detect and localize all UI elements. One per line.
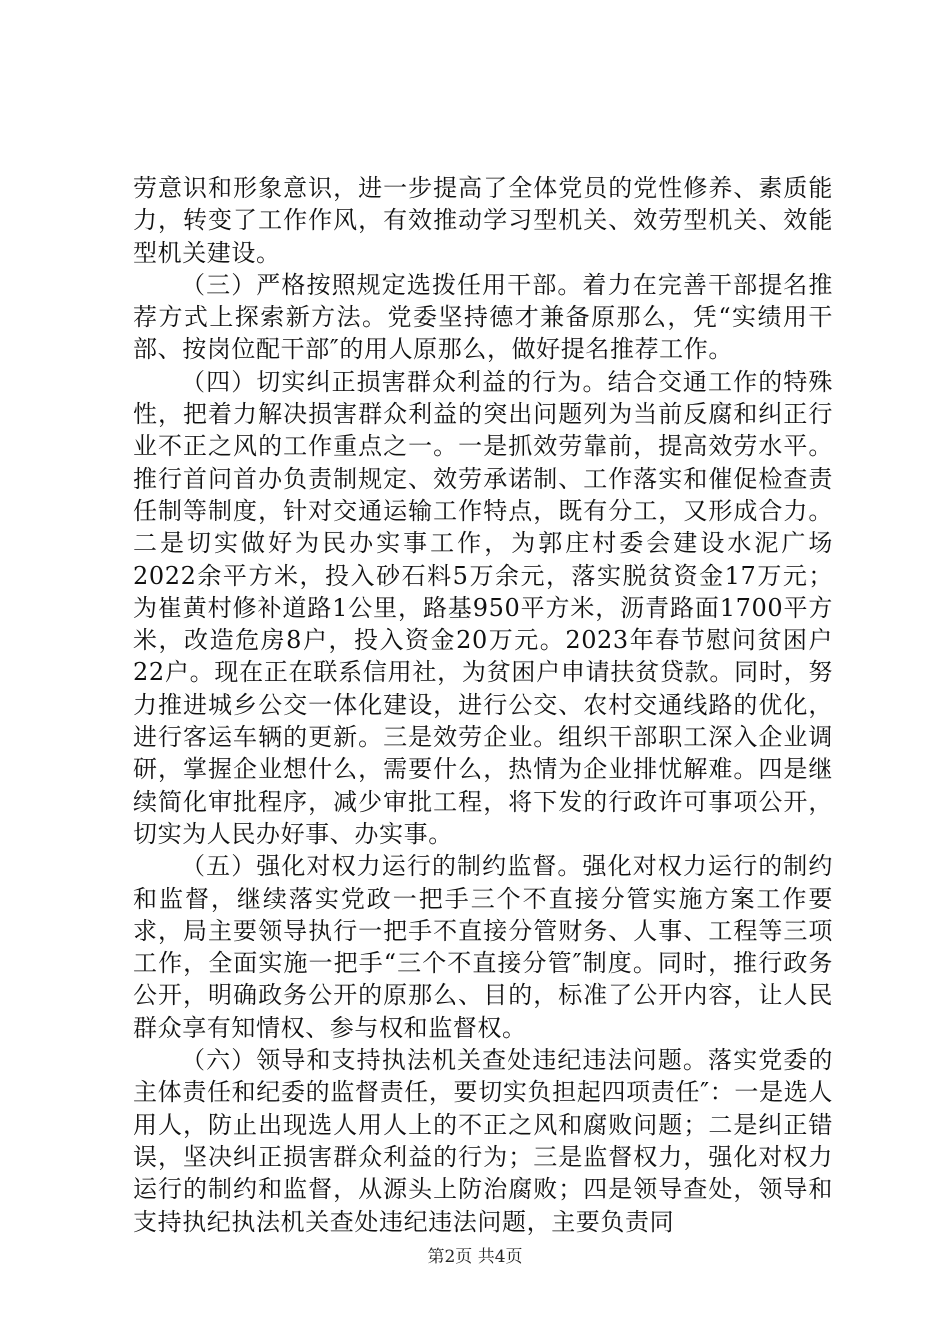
paragraph-continuation: 劳意识和形象意识，进一步提高了全体党员的党性修养、素质能力，转变了工作作风，有效推动学习型机关、效劳型机关、效能型机关建设。 (133, 174, 833, 267)
paragraph-section-5: （五）强化对权力运行的制约监督。强化对权力运行的制约和监督，继续落实党政一把手三个不直接分管实施方案工作要求，局主要领导执行一把手不直接分管财务、人事、工程等三项工作，全面实施一把手“三个不直接分管″制度。同时，推行政务公开，明确政务公开的原那么、目的，标准了公开内容，让人民群众享有知情权、参与权和监督权。 (133, 852, 833, 1042)
paragraph-section-3: （三）严格按照规定选拨任用干部。着力在完善干部提名推荐方式上探索新方法。党委坚持德才兼备原那么，凭“实绩用干部、按岗位配干部″的用人原那么，做好提名推荐工作。 (133, 270, 833, 364)
page-number-label: 第2页 共4页 (427, 1247, 523, 1267)
paragraph-section-6: （六）领导和支持执法机关查处违纪违法问题。落实党委的主体责任和纪委的监督责任，要切实负担起四项责任″：一是选人用人，防止出现选人用人上的不正之风和腐败问题；二是纠正错误，坚决纠正损害群众利益的行为；三是监督权力，强化对权力运行的制约和监督，从源头上防治腐败；四是领导查处，领导和支持执纪执法机关查处违纪违法问题，主要负责同 (133, 1046, 833, 1236)
document-body (133, 172, 833, 1238)
paragraph-section-4: （四）切实纠正损害群众利益的行为。结合交通工作的特殊性，把着力解决损害群众利益的突出问题列为当前反腐和纠正行业不正之风的工作重点之一。一是抓效劳靠前，提高效劳水平。推行首问首办负责制规定、效劳承诺制、工作落实和催促检查责任制等制度，针对交通运输工作特点，既有分工，又形成合力。二是切实做好为民办实事工作，为郭庄村委会建设水泥广场2022余平方米，投入砂石料5万余元，落实脱贫资金17万元；为崔黄村修补道路1公里，路基950平方米，沥青路面1700平方米，改造危房8户，投入资金20万元。2023年春节慰问贫困户22户。现在正在联系信用社，为贫困户申请扶贫贷款。同时，努力推进城乡公交一体化建设，进行公交、农村交通线路的优化，进行客运车辆的更新。三是效劳企业。组织干部职工深入企业调研，掌握企业想什么，需要什么，热情为企业排忧解难。四是继续简化审批程序，减少审批工程，将下发的行政许可事项公开，切实为人民办好事、办实事。 (133, 367, 833, 848)
page-footer (0, 1242, 950, 1267)
